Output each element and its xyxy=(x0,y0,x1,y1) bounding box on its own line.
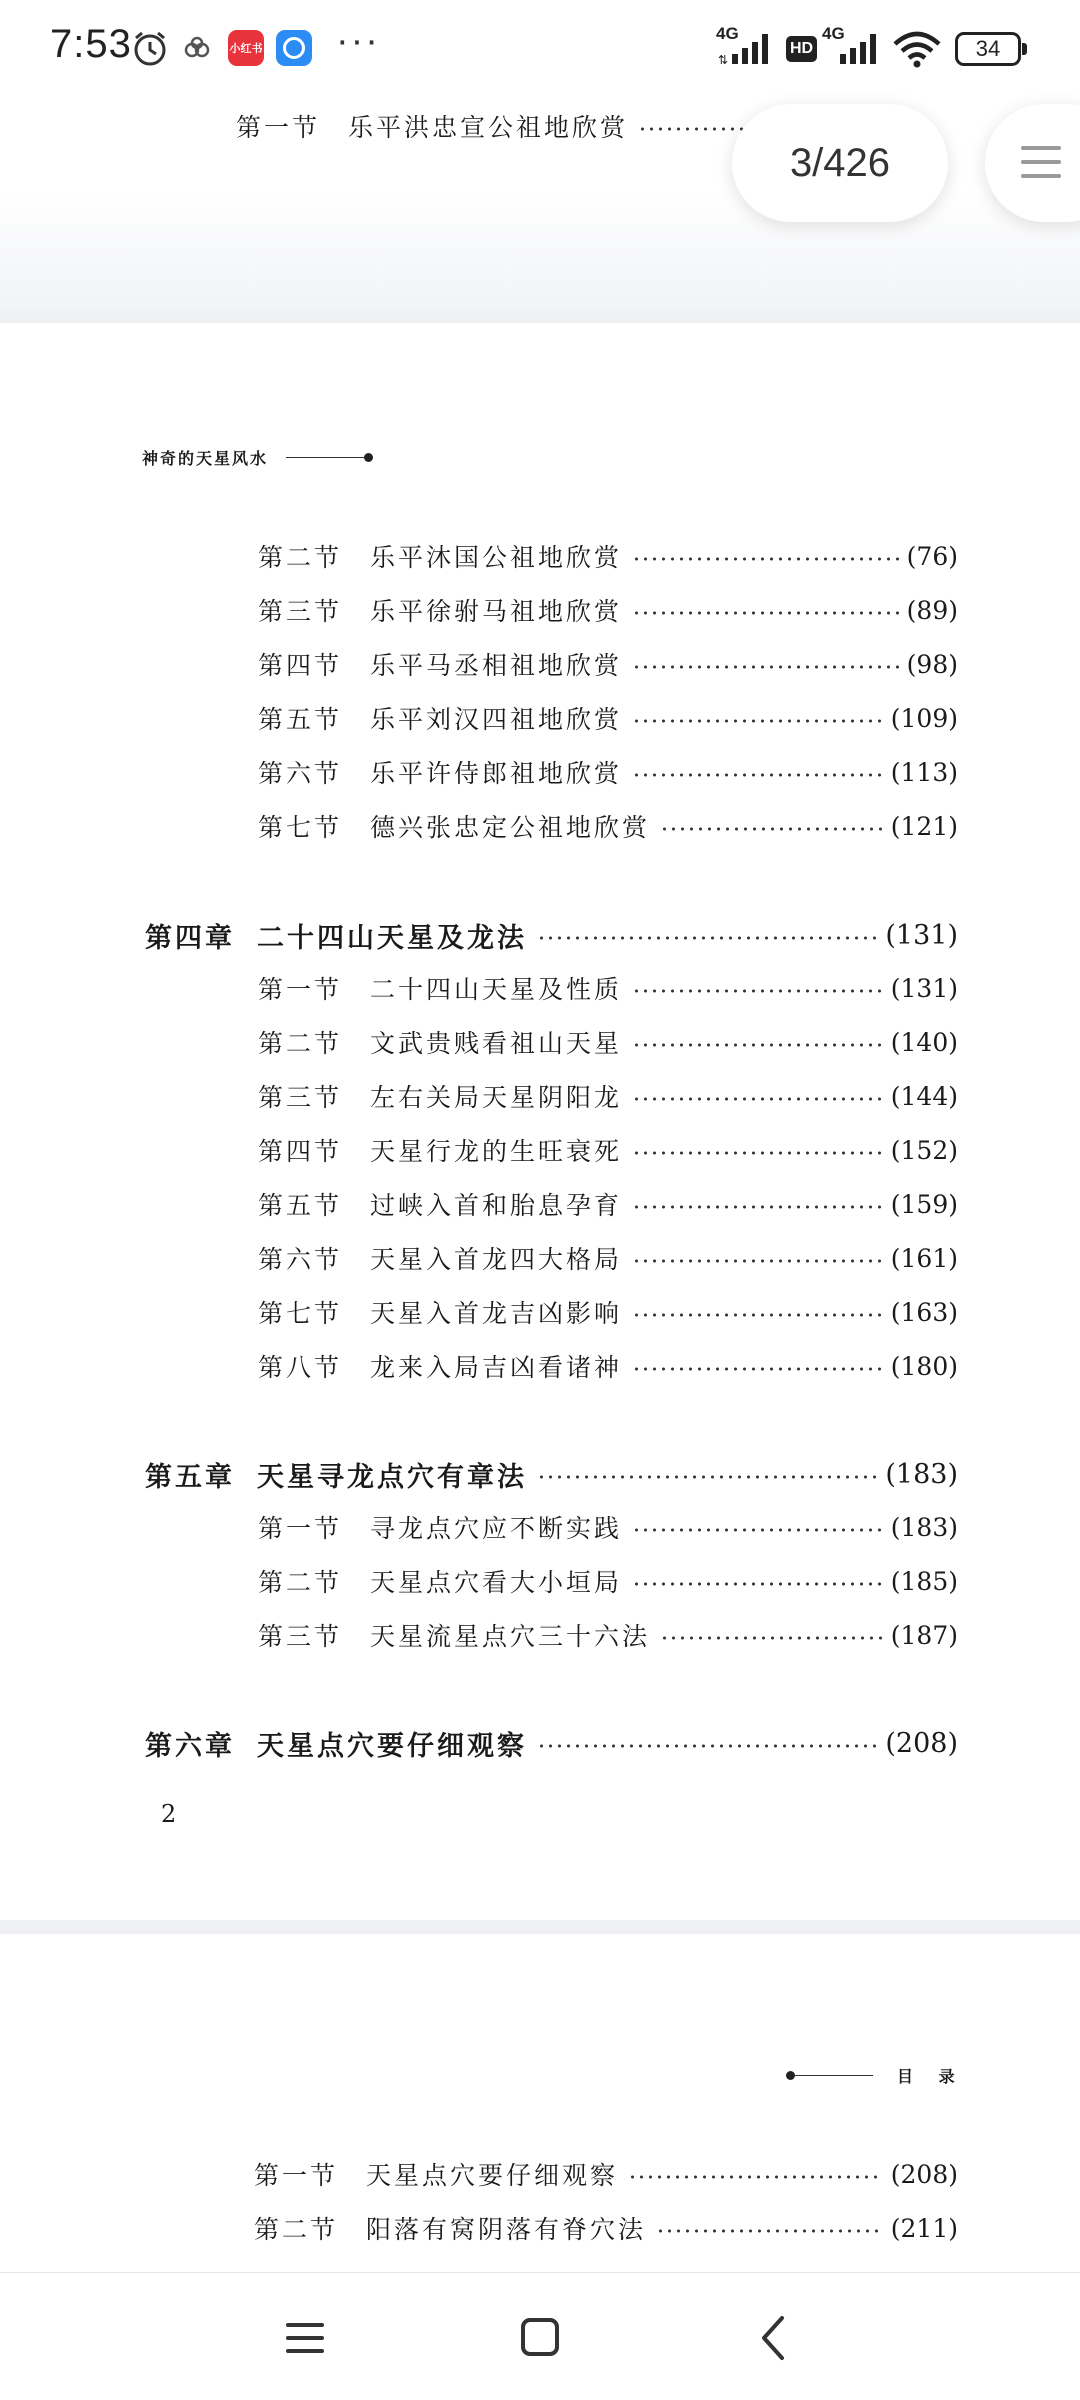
toc-leader xyxy=(632,1528,883,1532)
toc-row[interactable]: 第一节 二十四山天星及性质 (131) xyxy=(258,973,958,1004)
toc-page-number: (211) xyxy=(890,2213,958,2243)
home-icon xyxy=(505,2303,575,2373)
toc-page-number: (208) xyxy=(890,2159,958,2189)
page-separator xyxy=(0,311,1080,323)
network-label: 4G xyxy=(716,24,739,43)
toc-leader xyxy=(537,936,877,940)
home-button[interactable] xyxy=(505,2303,575,2373)
signal-icon-2 xyxy=(830,30,886,71)
toc-row[interactable]: 第七节 德兴张忠定公祖地欣赏 (121) xyxy=(258,811,958,842)
alarm-clock-icon xyxy=(130,28,170,73)
running-header: 神奇的天星风水 xyxy=(142,446,373,469)
toc-page-number: (98) xyxy=(906,649,958,679)
toc-page-number: (185) xyxy=(890,1566,958,1596)
menu-icon xyxy=(270,2303,340,2373)
toc-row[interactable]: 第四节 天星行龙的生旺衰死 (152) xyxy=(258,1135,958,1166)
toc-leader xyxy=(632,989,883,993)
toc-page-number: (161) xyxy=(890,1243,958,1273)
more-notifications-icon: ··· xyxy=(336,20,380,62)
toc-page-number: (180) xyxy=(890,1351,958,1381)
page-number: 2 xyxy=(161,1800,177,1828)
toc-row[interactable]: 第七节 天星入首龙吉凶影响 (163) xyxy=(258,1297,958,1328)
toc-leader xyxy=(632,1205,883,1209)
toc-chapter-row[interactable]: 第五章 天星寻龙点穴有章法 (183) xyxy=(145,1458,958,1493)
toc-leader xyxy=(632,1367,883,1371)
toc-leader xyxy=(660,827,883,831)
toc-leader xyxy=(638,127,756,131)
toc-row[interactable]: 第五节 过峡入首和胎息孕育 (159) xyxy=(258,1189,958,1220)
toc-leader xyxy=(537,1475,877,1479)
toc-leader xyxy=(660,1636,883,1640)
back-button[interactable] xyxy=(740,2303,810,2373)
toc-leader xyxy=(632,773,883,777)
toc-row[interactable]: 第四节 乐平马丞相祖地欣赏 (98) xyxy=(258,649,958,680)
toc-leader xyxy=(628,2175,883,2179)
toc-page-number: (89) xyxy=(906,595,958,625)
toc-leader xyxy=(632,665,899,669)
app-notification-icon-red: 小红书 xyxy=(228,30,264,66)
toc-leader xyxy=(632,1151,883,1155)
running-header: 目 录 xyxy=(786,2064,965,2087)
toc-page-number: (113) xyxy=(890,757,958,787)
toc-page-number: (159) xyxy=(890,1189,958,1219)
toc-page-number: (208) xyxy=(885,1727,958,1759)
page-separator xyxy=(0,1920,1080,1934)
toc-row[interactable]: 第六节 乐平许侍郎祖地欣赏 (113) xyxy=(258,757,958,788)
back-icon xyxy=(740,2303,810,2373)
menu-icon xyxy=(1021,146,1061,188)
recent-apps-button[interactable] xyxy=(270,2303,340,2373)
toc-row[interactable]: 第一节 天星点穴要仔细观察 (208) xyxy=(254,2159,958,2190)
page-indicator[interactable] xyxy=(732,104,948,222)
toc-page-number: (109) xyxy=(890,703,958,733)
app-notification-icon-blue xyxy=(276,30,312,66)
toc-leader xyxy=(632,611,899,615)
toc-page-number: (187) xyxy=(890,1620,958,1650)
battery-indicator: 34 xyxy=(955,32,1021,66)
toc-page-number: (183) xyxy=(885,1458,958,1490)
toc-leader xyxy=(632,1259,883,1263)
toc-leader xyxy=(632,1097,883,1101)
toc-page-number: (131) xyxy=(885,919,958,951)
toc-row[interactable]: 第三节 乐平徐驸马祖地欣赏 (89) xyxy=(258,595,958,626)
toc-row[interactable]: 第二节 乐平沐国公祖地欣赏 (76) xyxy=(258,541,958,572)
toc-page-number: (140) xyxy=(890,1027,958,1057)
toc-leader xyxy=(632,719,883,723)
toc-section-title: 乐平洪忠宣公祖地欣赏 xyxy=(348,113,629,142)
toc-chapter-row[interactable]: 第六章 天星点穴要仔细观察 (208) xyxy=(145,1727,958,1762)
toc-row[interactable]: 第二节 文武贵贱看祖山天星 (140) xyxy=(258,1027,958,1058)
toc-row[interactable]: 第三节 左右关局天星阴阳龙 (144) xyxy=(258,1081,958,1112)
toc-page-number: (183) xyxy=(890,1512,958,1542)
svg-text:⇅: ⇅ xyxy=(718,53,729,66)
toc-row[interactable]: 第二节 阳落有窝阴落有脊穴法 (211) xyxy=(254,2213,958,2244)
status-time: 7:53 xyxy=(50,22,132,66)
toc-row[interactable]: 第六节 天星入首龙四大格局 (161) xyxy=(258,1243,958,1274)
toc-page-number: (144) xyxy=(890,1081,958,1111)
toc-page-number: (76) xyxy=(906,541,958,571)
app-notification-icon xyxy=(182,36,212,67)
toc-row[interactable]: 第一节 寻龙点穴应不断实践 (183) xyxy=(258,1512,958,1543)
toc-leader xyxy=(537,1744,877,1748)
status-bar xyxy=(0,0,1080,96)
toc-row[interactable]: 第二节 天星点穴看大小垣局 (185) xyxy=(258,1566,958,1597)
network-label-2: 4G xyxy=(822,24,845,43)
toc-page-number: (152) xyxy=(890,1135,958,1165)
toc-row[interactable]: 第八节 龙来入局吉凶看诸神 (180) xyxy=(258,1351,958,1382)
toc-page-number: (121) xyxy=(890,811,958,841)
toc-leader xyxy=(632,1582,883,1586)
toc-leader xyxy=(632,1313,883,1317)
toc-page-number: (131) xyxy=(890,973,958,1003)
page-indicator-text: 3/426 xyxy=(789,140,891,185)
system-navigation-bar xyxy=(0,2272,1080,2400)
toc-page-number: (163) xyxy=(890,1297,958,1327)
toc-chapter-row[interactable]: 第四章 二十四山天星及龙法 (131) xyxy=(145,919,958,954)
toc-section-label: 第一节 xyxy=(236,113,321,142)
wifi-icon xyxy=(892,30,942,73)
toc-leader xyxy=(656,2229,883,2233)
toc-row[interactable]: 第五节 乐平刘汉四祖地欣赏 (109) xyxy=(258,703,958,734)
toc-leader xyxy=(632,557,899,561)
toc-leader xyxy=(632,1043,883,1047)
hd-badge: HD xyxy=(786,36,817,62)
toc-row[interactable]: 第三节 天星流星点穴三十六法 (187) xyxy=(258,1620,958,1651)
toc-row[interactable] xyxy=(236,106,756,146)
signal-icon xyxy=(718,30,778,71)
